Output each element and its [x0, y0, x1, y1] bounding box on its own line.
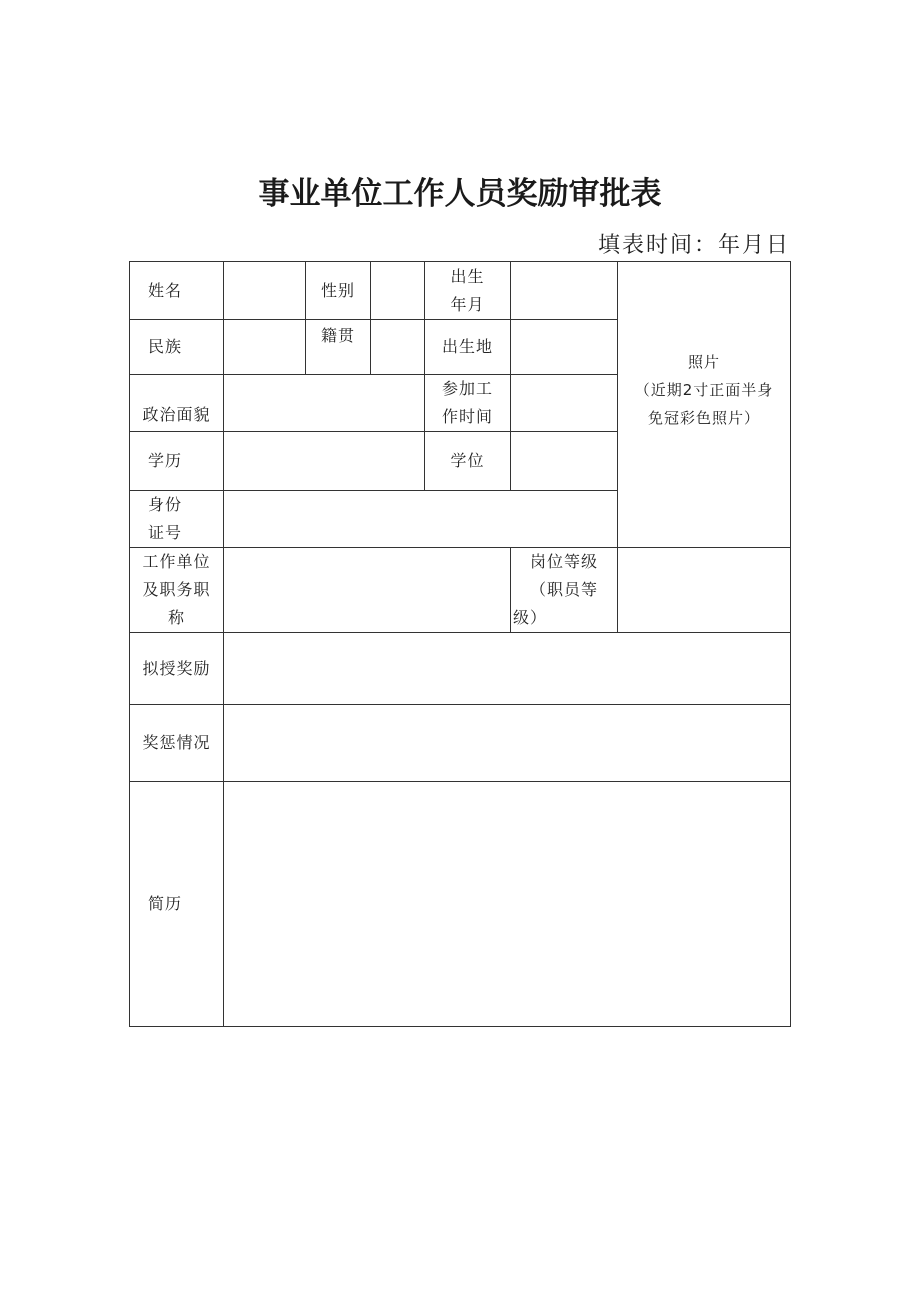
id-number-label: 身份 证号 — [130, 491, 224, 548]
form-row-unit — [130, 548, 791, 633]
form-row-name — [130, 262, 791, 320]
gender-field[interactable] — [371, 262, 425, 320]
native-place-label: 籍贯 — [306, 320, 371, 375]
ethnicity-field[interactable] — [224, 320, 306, 375]
fill-date-label: 填表时间：年月日 — [597, 233, 790, 258]
reward-history-field[interactable] — [224, 705, 791, 782]
name-field[interactable] — [224, 262, 306, 320]
id-number-field[interactable] — [224, 491, 618, 548]
birthplace-label: 出生地 — [425, 320, 511, 375]
education-field[interactable] — [224, 432, 425, 491]
form-row-resume — [130, 782, 791, 1027]
birth-date-field[interactable] — [511, 262, 618, 320]
reward-history-label: 奖惩情况 — [130, 705, 224, 782]
birthplace-field[interactable] — [511, 320, 618, 375]
education-label: 学历 — [130, 432, 224, 491]
photo-box[interactable] — [618, 262, 791, 548]
proposed-award-field[interactable] — [224, 633, 791, 705]
birth-date-label: 出生 年月 — [425, 262, 511, 320]
political-status-field[interactable] — [224, 375, 425, 432]
page-title: 事业单位工作人员奖励审批表 — [258, 176, 662, 212]
proposed-award-label: 拟授奖励 — [130, 633, 224, 705]
degree-field[interactable] — [511, 432, 618, 491]
form-row-award — [130, 633, 791, 705]
approval-form-table — [129, 261, 791, 1027]
political-status-label: 政治面貌 — [130, 375, 224, 432]
form-row-reward-history — [130, 705, 791, 782]
post-grade-label: 岗位等级 （职员等 级） — [511, 548, 618, 633]
name-label: 姓名 — [130, 262, 224, 320]
post-grade-field[interactable] — [618, 548, 791, 633]
resume-field[interactable] — [224, 782, 791, 1027]
resume-label: 简历 — [130, 782, 224, 1027]
degree-label: 学位 — [425, 432, 511, 491]
ethnicity-label: 民族 — [130, 320, 224, 375]
gender-label: 性别 — [306, 262, 371, 320]
work-start-label: 参加工 作时间 — [425, 375, 511, 432]
unit-position-field[interactable] — [224, 548, 511, 633]
unit-position-label: 工作单位 及职务职 称 — [130, 548, 224, 633]
photo-caption: 照片 （近期2寸正面半身 免冠彩色照片） — [634, 352, 774, 427]
work-start-field[interactable] — [511, 375, 618, 432]
native-place-field[interactable] — [371, 320, 425, 375]
